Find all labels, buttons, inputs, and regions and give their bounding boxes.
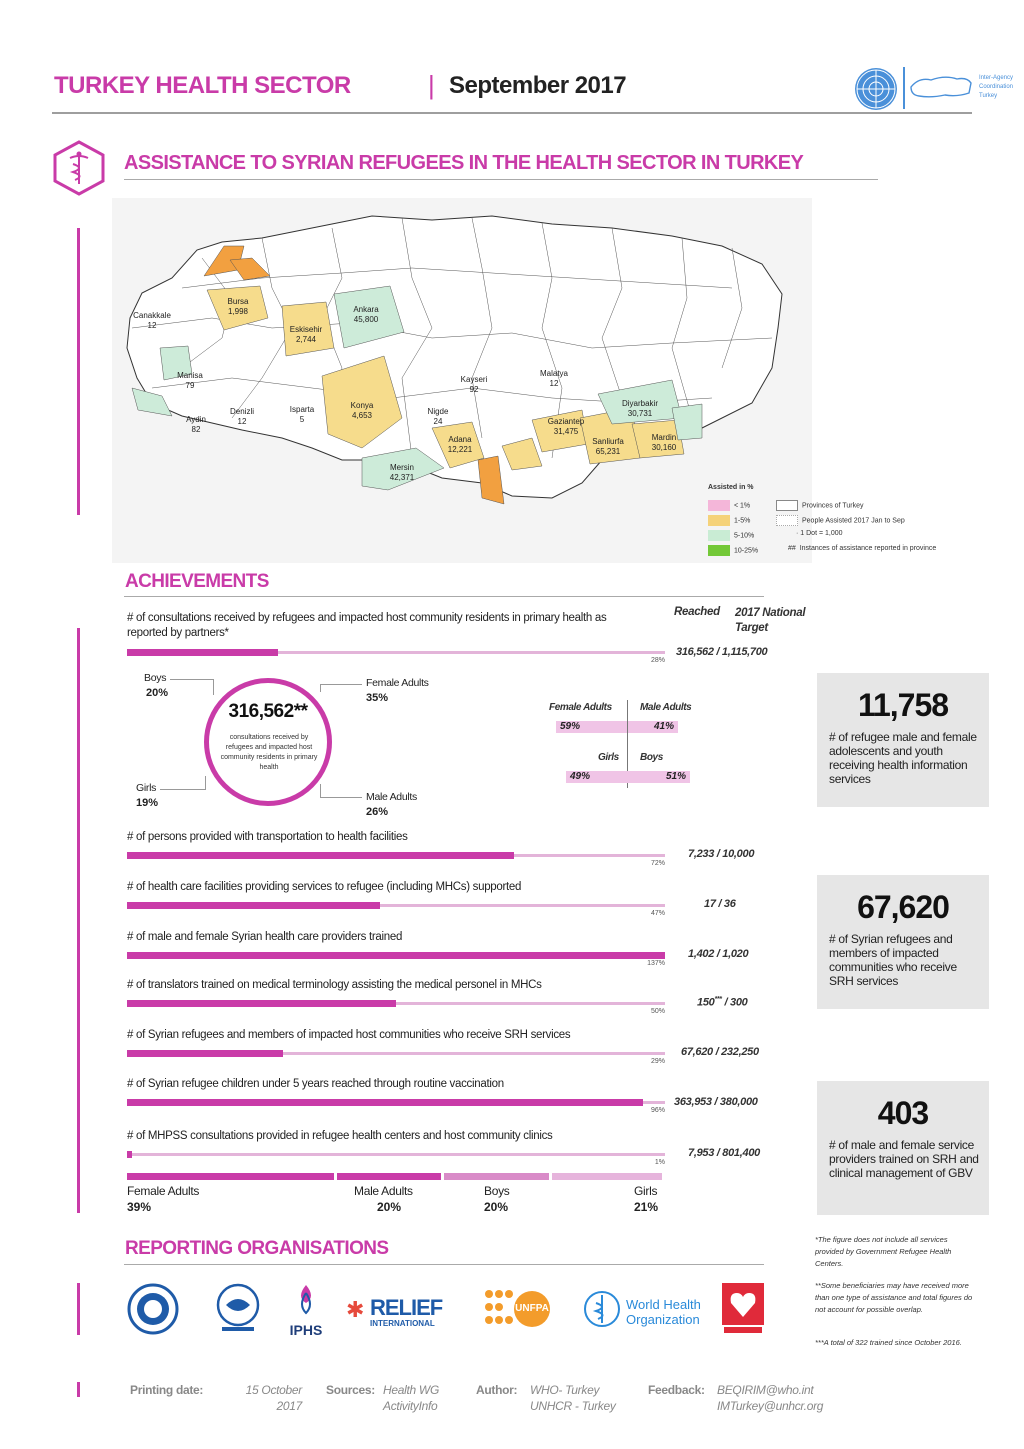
who-emblem-icon [582, 1289, 622, 1329]
map-label: Manisa [177, 371, 203, 380]
footnote: *The figure does not include all services provided by Government Refugee Health Centers. [815, 1235, 952, 1268]
donut-label-male-adults: Male Adults [366, 791, 417, 803]
stat-number: 67,620 [857, 889, 949, 925]
indicator-label: # of Syrian refugee children under 5 years reached through routine vaccination [127, 1078, 504, 1090]
map-value: 30,731 [627, 409, 653, 418]
map-value: 12 [147, 321, 157, 330]
mhpss-segment [552, 1173, 662, 1180]
map-label: Bursa [227, 297, 249, 306]
split-label-boys: Boys [484, 1184, 510, 1198]
map-value: 65,231 [595, 447, 621, 456]
progress-percent: 72% [650, 860, 665, 867]
map-label: Konya [350, 401, 374, 410]
split-bar-boys: 51% [628, 771, 690, 783]
mhpss-split-bar [127, 1173, 665, 1180]
progress-percent: 29% [650, 1058, 665, 1065]
progress-fill [127, 1151, 132, 1158]
legend-dot: · 1 Dot = 1,000 [796, 530, 843, 537]
turkey-map-graphic [112, 198, 812, 563]
map-label: Mardin [651, 433, 677, 442]
donut-label-girls: Girls [136, 782, 157, 794]
relief-subword: INTERNATIONAL [370, 1319, 435, 1328]
progress-track [127, 1052, 665, 1055]
accent-bar [77, 1283, 80, 1335]
footer-feedback: Feedback: [648, 1383, 705, 1397]
split-bar-female-adults: 59% [556, 721, 628, 733]
unfpa-logo [484, 1283, 566, 1339]
unfpa-wordmark: UNFPA [514, 1291, 550, 1327]
legend-range: 5-10% [708, 530, 754, 541]
map-value: 2,744 [295, 335, 317, 344]
stat-number: 403 [877, 1095, 929, 1131]
map-value: 12 [237, 417, 247, 426]
map-value: 79 [185, 381, 195, 390]
feedback-email-who[interactable]: BEQIRIM@who.int [717, 1383, 814, 1397]
map-value: 12,221 [447, 445, 473, 454]
section-divider [124, 1264, 764, 1265]
connector-line [170, 679, 214, 695]
map-label: Malatya [539, 369, 569, 378]
indicator-label: # of consultations received by refugees and impacted host community residents in primary health as reported by partners* [127, 612, 607, 639]
indicator-value: 7,953 / 801,400 [688, 1147, 760, 1159]
mhpss-segment [127, 1173, 334, 1180]
progress-fill [127, 902, 380, 909]
indicator-label: # of health care facilities providing services to refugee (including MHCs) supported [127, 881, 522, 893]
turkey-outline-icon [903, 67, 973, 109]
achievements-title: ACHIEVEMENTS [125, 571, 269, 592]
progress-track [127, 954, 665, 957]
map-value: 24 [433, 417, 443, 426]
footer-printing: Printing date: [130, 1383, 204, 1397]
map-label: Nigde [427, 407, 449, 416]
stat-description: # of male and female service providers trained on SRH and clinical management of GBV [829, 1138, 979, 1180]
split-pct-female-adults: 39% [127, 1200, 152, 1214]
progress-track [127, 904, 665, 907]
map-label: Kayseri [460, 375, 488, 384]
split-label-girls: Girls [634, 1184, 658, 1198]
connector-line [320, 684, 362, 692]
progress-percent: 47% [650, 910, 665, 917]
progress-fill [127, 852, 514, 859]
indicator-label: # of MHPSS consultations provided in refugee health centers and host community clinics [127, 1130, 553, 1142]
map-value: 45,800 [353, 315, 379, 324]
map-label: Gaziantep [547, 417, 585, 426]
turkey-map [112, 198, 812, 563]
footnote: ***A total of 322 trained since October 2016. [815, 1338, 962, 1347]
stat-card [817, 875, 989, 1009]
progress-fill [127, 1000, 396, 1007]
progress-percent: 96% [650, 1107, 665, 1114]
map-label: Adana [448, 435, 472, 444]
map-value: 42,371 [389, 473, 415, 482]
donut-pct-female-adults: 35% [366, 692, 389, 704]
indicator-value: 1,402 / 1,020 [688, 948, 749, 960]
page-header [52, 62, 1014, 114]
split-label-boys: Boys [640, 752, 663, 763]
report-date: September 2017 [449, 72, 627, 99]
relief-star-icon: ✱ [346, 1297, 365, 1322]
split-label-girls: Girls [598, 752, 619, 763]
who-logo [582, 1283, 712, 1339]
legend-assisted: People Assisted 2017 Jan to Sep [776, 515, 905, 526]
target-header: 2017 National Target [735, 607, 806, 634]
accent-bar [77, 628, 80, 1213]
reporting-title: REPORTING ORGANISATIONS [125, 1238, 389, 1259]
sector-title: TURKEY HEALTH SECTOR [54, 72, 351, 99]
map-label: Denizli [229, 407, 255, 416]
map-value: 82 [191, 425, 201, 434]
progress-fill [127, 1050, 283, 1057]
indicator-label: # of Syrian refugees and members of impacted host communities who receive SRH services [127, 1029, 571, 1041]
progress-percent: 28% [650, 657, 665, 664]
mhpss-segment [337, 1173, 442, 1180]
stat-card [817, 1081, 989, 1215]
legend-range: 1-5% [708, 515, 750, 526]
map-value: 12 [549, 379, 559, 388]
indicator-value: 7,233 / 10,000 [688, 848, 755, 860]
legend-hash: ## Instances of assistance reported in province [788, 545, 937, 552]
title-separator: | [428, 70, 435, 100]
map-value: 4,653 [351, 411, 373, 420]
feedback-email-unhcr[interactable]: IMTurkey@unhcr.org [717, 1399, 824, 1413]
accent-bar [77, 228, 80, 515]
iom-logo-icon [212, 1283, 264, 1339]
indicator-value: 150*** / 300 [697, 996, 748, 1009]
split-label-female-adults: Female Adults [127, 1184, 200, 1198]
connector-line [160, 776, 206, 790]
stat-description: # of refugee male and female adolescents and youth receiving health information services [829, 730, 977, 786]
split-bar-male-adults: 41% [628, 721, 678, 733]
indicator-label: # of translators trained on medical terminology assisting the medical personel in MHCs [127, 979, 542, 991]
map-value: 92 [469, 385, 479, 394]
map-value: 31,475 [553, 427, 579, 436]
unfpa-dots-icon [484, 1289, 514, 1329]
coordination-label: Inter-Agency Coordination Turkey [979, 75, 1014, 99]
legend-range: 10-25% [708, 545, 758, 556]
legend-provinces: Provinces of Turkey [776, 500, 863, 511]
progress-track [127, 651, 665, 654]
split-bar-girls: 49% [566, 771, 628, 783]
footer-feedback-value [717, 1382, 823, 1414]
health-caduceus-icon [52, 140, 106, 196]
footer-author: Author: [476, 1383, 518, 1397]
footer-author-value: WHO- Turkey UNHCR - Turkey [530, 1383, 616, 1413]
progress-fill [127, 952, 665, 959]
map-label: Aydin [186, 415, 206, 424]
split-pct-boys: 20% [484, 1200, 509, 1214]
indicator-label: # of male and female Syrian health care providers trained [127, 931, 403, 943]
mhpss-segment [444, 1173, 549, 1180]
progress-track [127, 1153, 665, 1156]
indicator-label: # of persons provided with transportation to health facilities [127, 831, 408, 843]
progress-percent: 137% [647, 960, 665, 967]
progress-fill [127, 649, 278, 656]
indicator-value: 67,620 / 232,250 [681, 1046, 759, 1058]
donut-pct-girls: 19% [136, 797, 159, 809]
split-pct-male-adults: 20% [377, 1200, 402, 1214]
map-label: Isparta [289, 405, 315, 414]
progress-percent: 50% [650, 1008, 665, 1015]
red-crescent-logo-icon [127, 1283, 179, 1339]
footer-sources: Sources: [326, 1383, 375, 1397]
stat-description: # of Syrian refugees and members of impacted communities who receive SRH services [829, 932, 957, 988]
split-label-male-adults: Male Adults [640, 702, 692, 713]
consultations-donut [204, 678, 332, 806]
heart-org-logo-icon [720, 1283, 766, 1339]
split-pct-girls: 21% [634, 1200, 659, 1214]
progress-track [127, 1002, 665, 1005]
progress-track [127, 854, 665, 857]
accent-bar [77, 1382, 80, 1397]
map-value: 30,160 [651, 443, 677, 452]
map-label: Ankara [353, 305, 379, 314]
indicator-value: 316,562 / 1,115,700 [676, 646, 768, 658]
section-divider [124, 596, 764, 597]
who-wordmark: World Health Organization [626, 1297, 701, 1327]
progress-fill [127, 1099, 643, 1106]
indicator-value: 363,953 / 380,000 [674, 1096, 758, 1108]
split-label-female-adults: Female Adults [549, 702, 612, 713]
progress-track [127, 1101, 665, 1104]
donut-pct-male-adults: 26% [366, 806, 389, 818]
stat-card [817, 673, 989, 807]
map-label: Diyarbakir [621, 399, 659, 408]
main-title: ASSISTANCE TO SYRIAN REFUGEES IN THE HEALTH SECTOR IN TURKEY [124, 152, 878, 180]
legend-range: < 1% [708, 500, 750, 511]
map-label: Mersin [389, 463, 415, 472]
donut-label-boys: Boys [144, 672, 167, 684]
footnote: **Some beneficiaries may have received more than one type of assistance and total figures do not account for possible overlap. [815, 1281, 973, 1314]
footer-sources-value: Health WG ActivityInfo [383, 1383, 439, 1413]
connector-line [320, 784, 362, 798]
indicator-value: 17 / 36 [704, 898, 736, 910]
progress-percent: 1% [654, 1159, 665, 1166]
relief-international-logo [346, 1283, 462, 1339]
stat-number: 11,758 [857, 687, 949, 723]
map-label: Canakkale [133, 311, 171, 320]
map-value: 5 [299, 415, 305, 424]
legend-title: Assisted in % [708, 484, 754, 491]
donut-pct-boys: 20% [146, 687, 169, 699]
map-value: 1,998 [227, 307, 249, 316]
un-emblem-icon [855, 68, 897, 110]
map-label: Sanliurfa [592, 437, 624, 446]
split-label-male-adults: Male Adults [354, 1184, 413, 1198]
iphs-logo-icon [288, 1283, 324, 1339]
map-label: Eskisehir [289, 325, 323, 334]
footer-printing-value: 15 October 2017 [245, 1383, 302, 1413]
donut-caption: consultations received by refugees and impacted host community residents in primary health [220, 734, 318, 771]
donut-label-female-adults: Female Adults [366, 677, 429, 689]
reached-header: Reached [674, 606, 720, 618]
relief-wordmark: RELIEF [370, 1295, 443, 1320]
donut-value: 316,562** [228, 701, 308, 722]
iphs-wordmark: IPHS [289, 1322, 323, 1338]
